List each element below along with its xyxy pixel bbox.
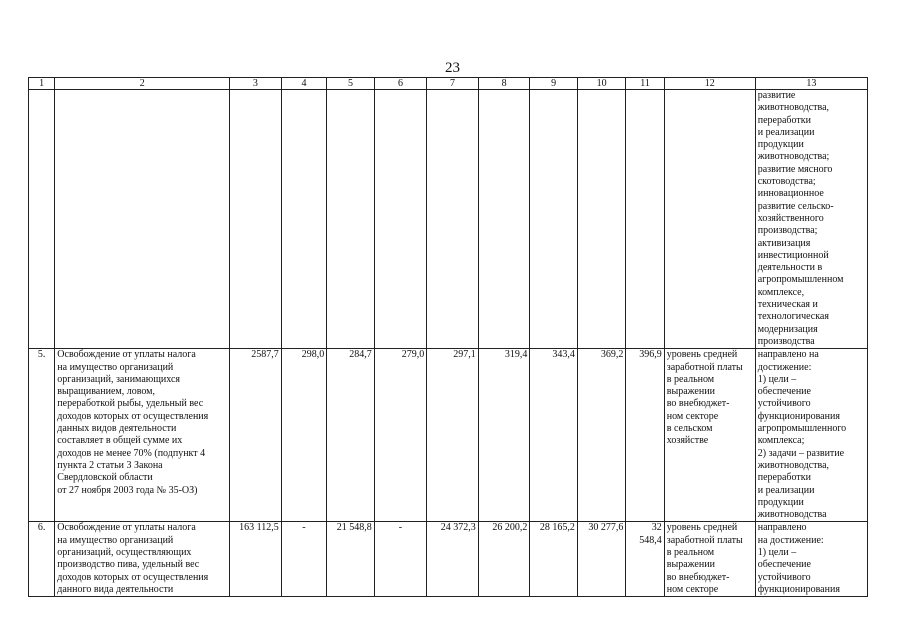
value-cell: 279,0 xyxy=(374,349,427,522)
value-cell: 32 548,4 xyxy=(626,522,664,597)
value-cell xyxy=(327,90,375,349)
benefit-description: Освобождение от уплаты налога на имущество организаций организаций, занимающихся выращиванием, ловом, переработкой рыбы, удельный вес доходов которых от осуществления данных видов деятельности составляет в общей сумме их доходов не менее 70% (подпункт 4 пункта 2 статьи 3 Закона Свердловской области от 27 ноября 2003 года № 35-ОЗ) xyxy=(55,349,230,522)
value-cell: 28 165,2 xyxy=(530,522,578,597)
value-cell: 30 277,6 xyxy=(577,522,626,597)
indicator-cell xyxy=(664,90,755,349)
table-row xyxy=(29,522,868,597)
benefit-description xyxy=(55,90,230,349)
value-cell xyxy=(427,90,479,349)
column-header: 8 xyxy=(478,78,530,90)
column-header: 10 xyxy=(577,78,626,90)
table-row xyxy=(29,349,868,522)
table-row xyxy=(29,90,868,349)
value-cell: 163 112,5 xyxy=(230,522,282,597)
value-cell xyxy=(577,90,626,349)
value-cell: 343,4 xyxy=(530,349,578,522)
value-cell xyxy=(230,90,282,349)
value-cell: 297,1 xyxy=(427,349,479,522)
column-header: 4 xyxy=(281,78,326,90)
value-cell: 369,2 xyxy=(577,349,626,522)
page-number: 23 xyxy=(445,60,460,76)
value-cell: 2587,7 xyxy=(230,349,282,522)
goal-cell: направлено на достижение: 1) цели – обеспечение устойчивого функционирования xyxy=(755,522,867,597)
value-cell: 284,7 xyxy=(327,349,375,522)
value-cell: 26 200,2 xyxy=(478,522,530,597)
row-number xyxy=(29,90,55,349)
value-cell: 24 372,3 xyxy=(427,522,479,597)
indicator-cell: уровень средней заработной платы в реальном выражении во внебюджет- ном секторе xyxy=(664,522,755,597)
column-header: 5 xyxy=(327,78,375,90)
value-cell xyxy=(281,90,326,349)
value-cell: - xyxy=(281,522,326,597)
value-cell xyxy=(374,90,427,349)
value-cell: 21 548,8 xyxy=(327,522,375,597)
data-table xyxy=(28,77,868,597)
column-header: 1 xyxy=(29,78,55,90)
goal-cell: развитие животноводства, переработки и реализации продукции животноводства; развитие мясного скотоводства; инновационное развитие сельско- хозяйственного производства; активизация инвестиционной деятельности в агропромышленном комплексе, техническая и технологическая модернизация производства xyxy=(755,90,867,349)
value-cell xyxy=(530,90,578,349)
value-cell xyxy=(478,90,530,349)
value-cell xyxy=(626,90,664,349)
goal-cell: направлено на достижение: 1) цели – обеспечение устойчивого функционирования агропромышленного комплекса; 2) задачи – развитие животноводства, переработки и реализации продукции животноводства xyxy=(755,349,867,522)
benefit-description: Освобождение от уплаты налога на имущество организаций организаций, осуществляющих производство пива, удельный вес доходов которых от осуществления данного вида деятельности xyxy=(55,522,230,597)
value-cell: 298,0 xyxy=(281,349,326,522)
column-header: 9 xyxy=(530,78,578,90)
table-header-row xyxy=(29,78,868,90)
value-cell: - xyxy=(374,522,427,597)
column-header: 6 xyxy=(374,78,427,90)
column-header: 2 xyxy=(55,78,230,90)
value-cell: 319,4 xyxy=(478,349,530,522)
column-header: 7 xyxy=(427,78,479,90)
column-header: 3 xyxy=(230,78,282,90)
row-number: 6. xyxy=(29,522,55,597)
column-header: 11 xyxy=(626,78,664,90)
value-cell: 396,9 xyxy=(626,349,664,522)
column-header: 12 xyxy=(664,78,755,90)
row-number: 5. xyxy=(29,349,55,522)
column-header: 13 xyxy=(755,78,867,90)
indicator-cell: уровень средней заработной платы в реальном выражении во внебюджет- ном секторе в сельском хозяйстве xyxy=(664,349,755,522)
